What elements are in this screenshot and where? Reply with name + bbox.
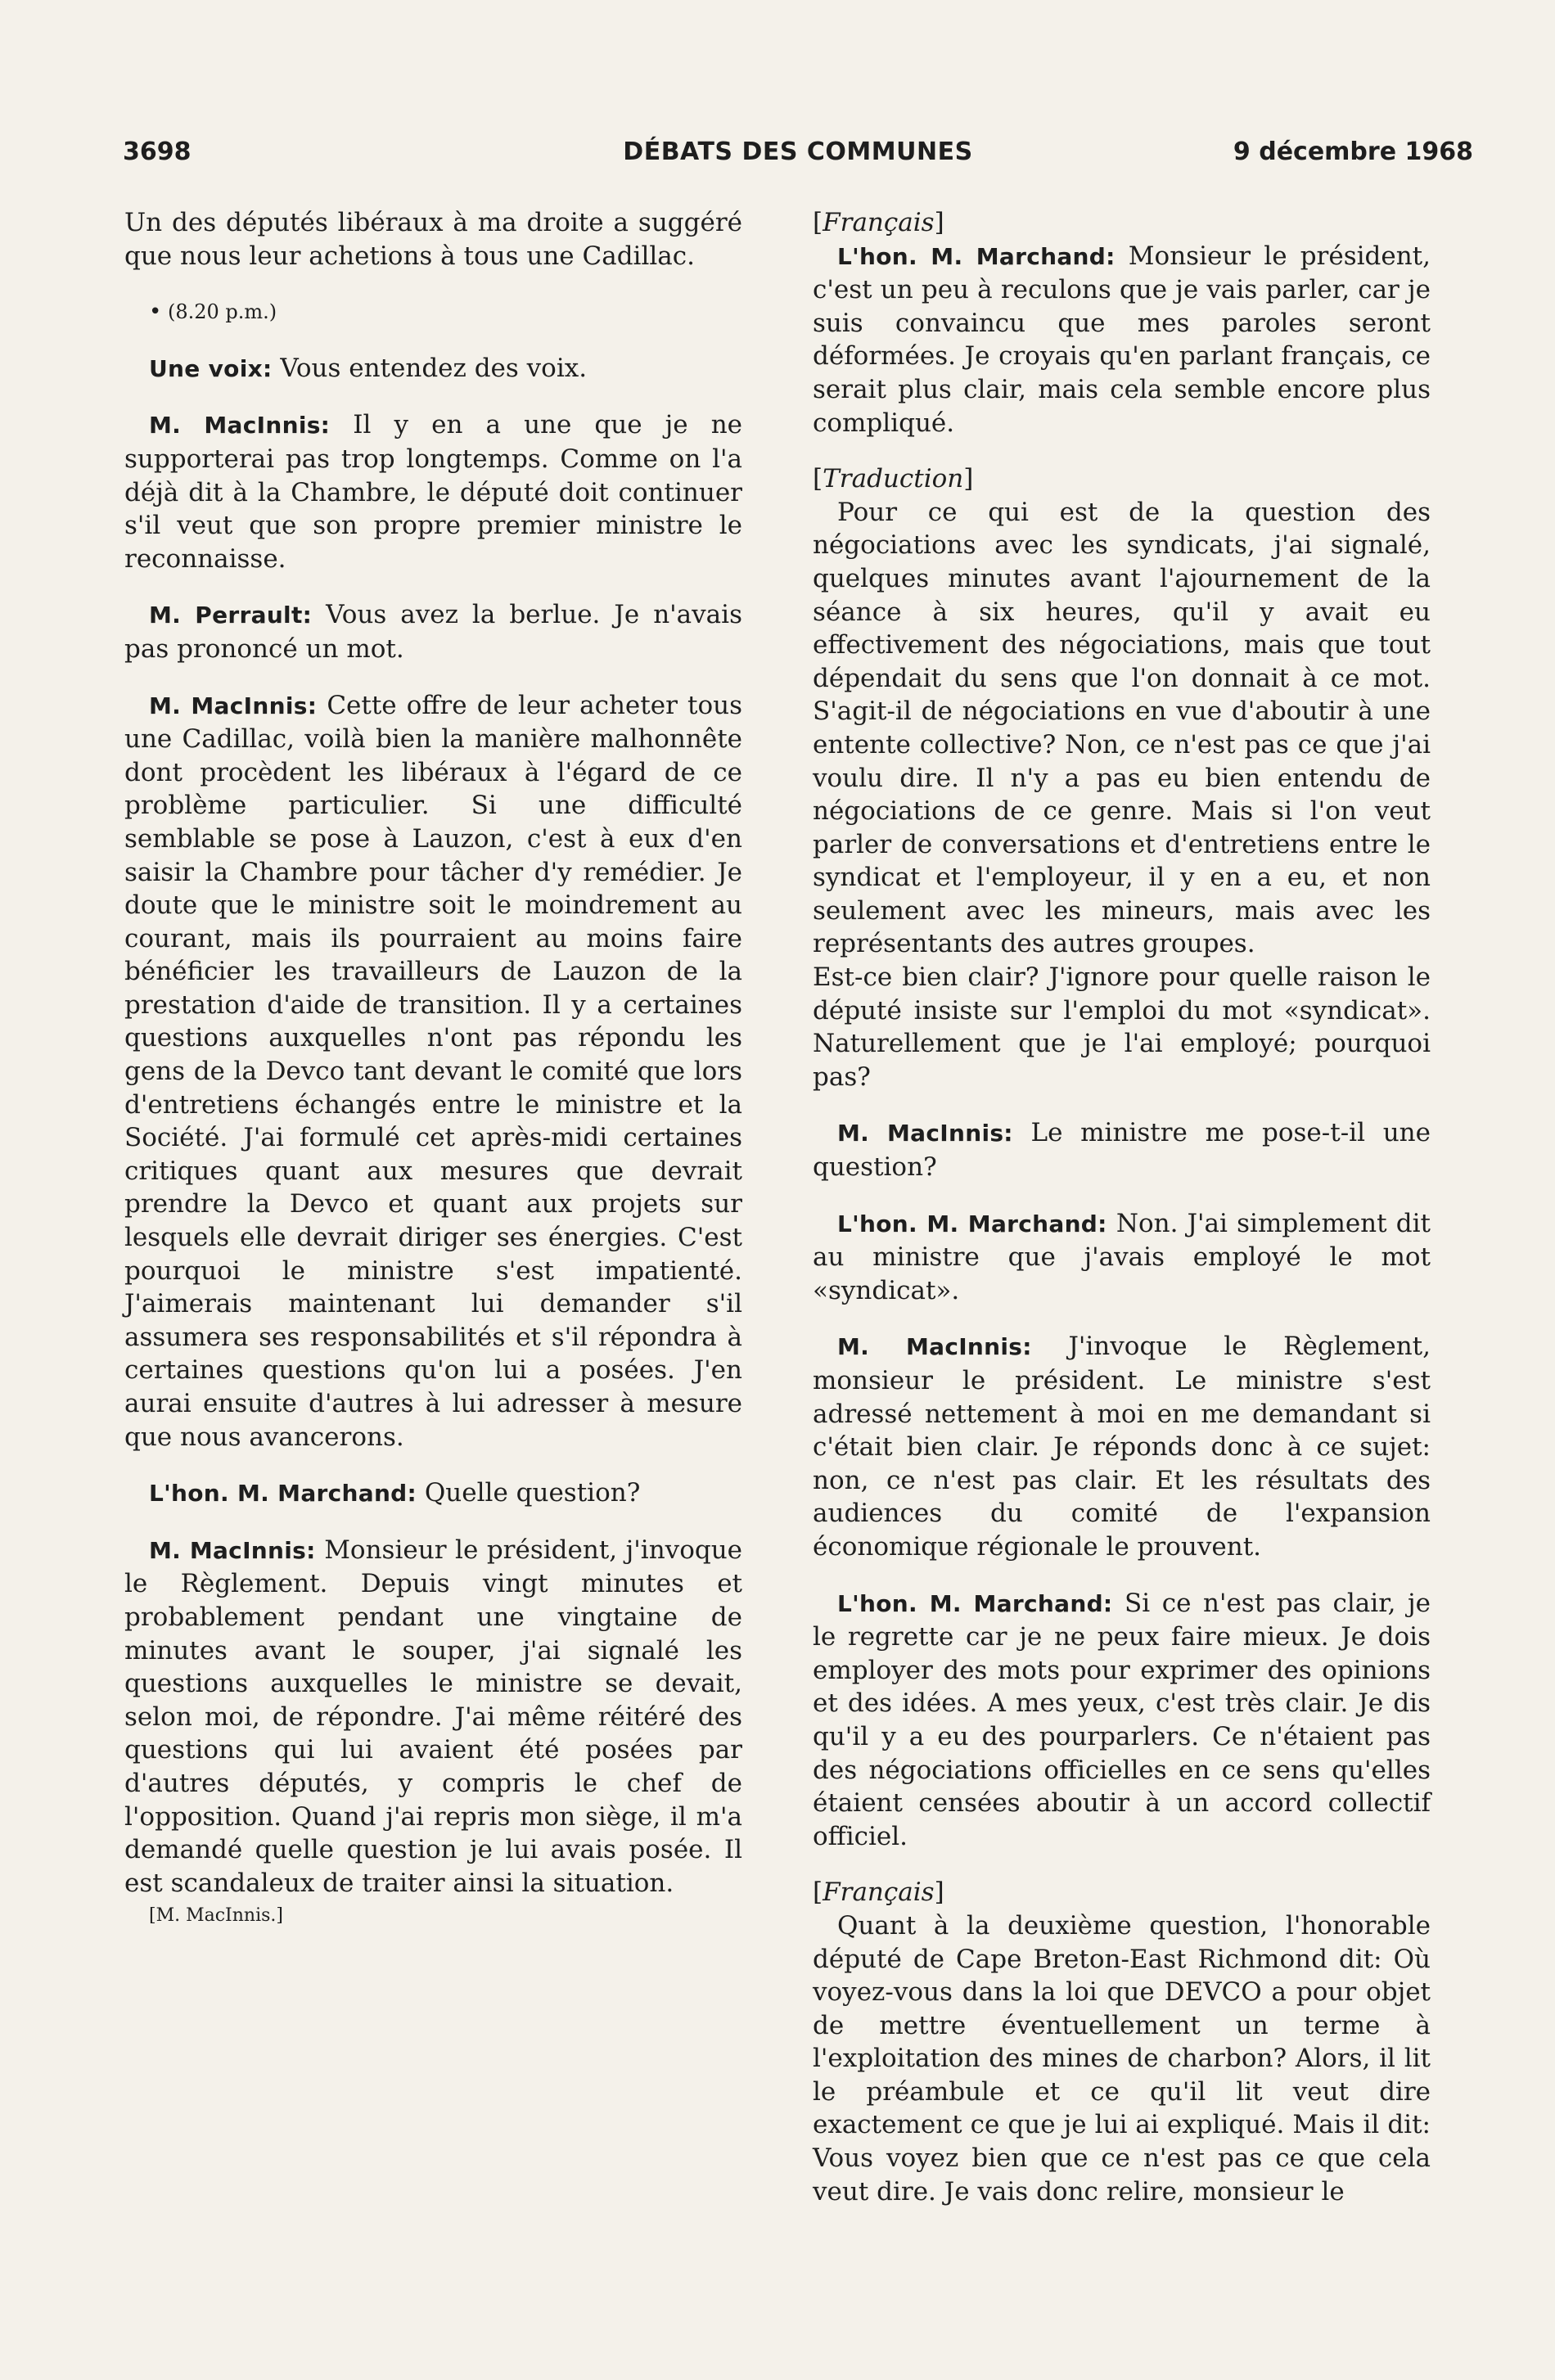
right-column bbox=[813, 206, 1431, 2231]
speaker-name: M. MacInnis: bbox=[837, 1120, 1013, 1147]
speaker-name: L'hon. M. Marchand: bbox=[837, 1589, 1113, 1617]
paragraph bbox=[124, 689, 742, 1454]
paragraph bbox=[813, 1207, 1431, 1308]
speaker-name: L'hon. M. Marchand: bbox=[837, 1210, 1107, 1237]
paragraph: Pour ce qui est de la question des négociations avec les syndicats, j'ai signalé, quelques minutes avant l'ajournement de la séance à six heures, qu'il y avait eu effectivement des négociations, mais que tout dépendait du sens que l'on donnait à ce mot. S'agit-il de négociations en vue d'aboutir à une entente collective? Non, ce n'est pas ce que j'ai voulu dire. Il n'y a pas eu bien entendu de négociations de ce genre. Mais si l'on veut parler de conversations et d'entretiens entre le syndicat et l'employeur, il y en a eu, et non seulement avec les mineurs, mais avec les représentants des autres groupes. bbox=[813, 497, 1431, 959]
speaker-name: M. MacInnis: bbox=[149, 692, 318, 719]
speech-text: Si ce n'est pas clair, je le regrette car je ne peux faire mieux. Je dois employer des mots pour exprimer des opinions et des idées. A mes yeux, c'est très clair. Je dis qu'il y a eu des pourparlers. Ce n'étaient pas des négociations officielles en ce sens qu'elles étaient censées aboutir à un accord collectif officiel. bbox=[813, 1588, 1431, 1851]
speech-text: Le ministre me pose-t-il une question? bbox=[813, 1118, 1431, 1183]
page-date: 9 décembre 1968 bbox=[1233, 137, 1473, 166]
page-header bbox=[123, 137, 1473, 178]
paragraph bbox=[813, 1330, 1431, 1563]
speaker-name: M. MacInnis: bbox=[149, 412, 331, 439]
paragraph bbox=[813, 240, 1431, 440]
timestamp bbox=[124, 295, 742, 329]
speech-text: Monsieur le président, j'invoque le Règlement. Depuis vingt minutes et probablement pendant une vingtaine de minutes avant le souper, j'ai signalé les questions auxquelles le ministre se devait, selon moi, de répondre. J'ai même réitéré des questions qui lui avaient été posées par d'autres députés, y compris le chef de l'opposition. Quand j'ai repris mon siège, il m'a demandé quelle question je lui avais posée. Il est scandaleux de traiter ainsi la situation. bbox=[124, 1535, 743, 1898]
speech-text: Non. J'ai simplement dit au ministre que j'avais employé le mot «syndicat». bbox=[813, 1208, 1431, 1305]
speaker-name: L'hon. M. Marchand: bbox=[837, 242, 1116, 270]
speaker-name: Une voix: bbox=[149, 354, 273, 382]
speech-text: Monsieur le président, c'est un peu à reculons que je vais parler, car je suis convaincu que mes paroles seront déformées. Je croyais qu'en parlant français, ce serait plus clair, mais cela semble encore plus compliqué. bbox=[813, 241, 1431, 438]
paragraph bbox=[813, 1587, 1431, 1854]
speech-text: Il y en a une que je ne supporterai pas trop longtemps. Comme on l'a déjà dit à la Chambre, le député doit continuer s'il veut que son propre premier ministre le reconnaisse. bbox=[124, 410, 743, 574]
language-tag: [Français] bbox=[813, 208, 944, 237]
left-column bbox=[124, 206, 742, 1956]
language-tag: [Français] bbox=[813, 1877, 944, 1908]
speaker-name: M. Perrault: bbox=[149, 602, 313, 629]
speech-text: J'invoque le Règlement, monsieur le président. Le ministre s'est adressé nettement à moi en me demandant si c'était bien clair. Je réponds donc à ce sujet: non, ce n'est pas clair. Et les résultats des audiences du comité de l'expansion économique régionale le prouvent. bbox=[813, 1332, 1431, 1562]
bullet-icon: • bbox=[149, 300, 162, 325]
speech-text: Quelle question? bbox=[424, 1478, 641, 1508]
paragraph bbox=[124, 598, 742, 665]
timestamp-text: (8.20 p.m.) bbox=[167, 300, 277, 324]
paragraph: Quant à la deuxième question, l'honorable député de Cape Breton-East Richmond dit: Où voyez-vous dans la loi que DEVCO a pour objet de mettre éventuellement un terme à l'exploitation des mines de charbon? Alors, il lit le préambule et ce qu'il lit veut dire exactement ce que je lui ai expliqué. Mais il dit: Vous voyez bien que ce n'est pas ce que cela veut dire. Je vais donc relire, monsieur le bbox=[813, 1910, 1431, 2206]
page-title: DÉBATS DES COMMUNES bbox=[623, 137, 973, 166]
page-number: 3698 bbox=[123, 137, 192, 166]
paragraph bbox=[124, 352, 742, 386]
paragraph bbox=[124, 408, 742, 575]
language-tag-text: Français bbox=[823, 208, 935, 237]
speaker-signature: [M. MacInnis.] bbox=[149, 1905, 283, 1927]
speech-text: Vous avez la berlue. Je n'avais pas prononcé un mot. bbox=[124, 600, 742, 664]
language-tag: [Traduction] bbox=[813, 464, 974, 494]
paragraph bbox=[124, 1476, 742, 1511]
speaker-name: M. MacInnis: bbox=[149, 1536, 316, 1564]
speech-text: Vous entendez des voix. bbox=[280, 353, 588, 383]
paragraph: Un des députés libéraux à ma droite a suggéré que nous leur achetions à tous une Cadillac. bbox=[124, 208, 742, 271]
language-tag-text: Français bbox=[823, 1877, 935, 1908]
paragraph: Est-ce bien clair? J'ignore pour quelle raison le député insiste sur l'emploi du mot «syndicat». Naturellement que je l'ai employé; pourquoi pas? bbox=[813, 962, 1431, 1092]
paragraph bbox=[813, 1116, 1431, 1183]
language-tag-text: Traduction bbox=[823, 464, 964, 494]
paragraph bbox=[124, 1534, 742, 1900]
speaker-name: L'hon. M. Marchand: bbox=[149, 1480, 417, 1508]
speaker-name: M. MacInnis: bbox=[837, 1333, 1032, 1361]
speech-text: Cette offre de leur acheter tous une Cadillac, voilà bien la manière malhonnête dont procèdent les libéraux à l'égard de ce problème particulier. Si une difficulté semblable se pose à Lauzon, c'est à eux d'en saisir la Chambre pour tâcher d'y remédier. Je doute que le ministre soit le moindrement au courant, mais ils pourraient au moins faire bénéficier les travailleurs de Lauzon de la prestation d'aide de transition. Il y a certaines questions auxquelles n'ont pas répondu les gens de la Devco tant devant le comité que lors d'entretiens échangés entre le ministre et la Société. J'ai formulé cet après-midi certaines critiques quant aux mesures que devrait prendre la Devco et quant aux projets sur lesquels elle devrait diriger ses énergies. C'est pourquoi le ministre s'est impatienté. J'aimerais maintenant lui demander s'il assumera ses responsabilités et s'il répondra à certaines questions qu'on lui a posées. J'en aurai ensuite d'autres à lui adresser à mesure que nous avancerons. bbox=[124, 690, 742, 1452]
